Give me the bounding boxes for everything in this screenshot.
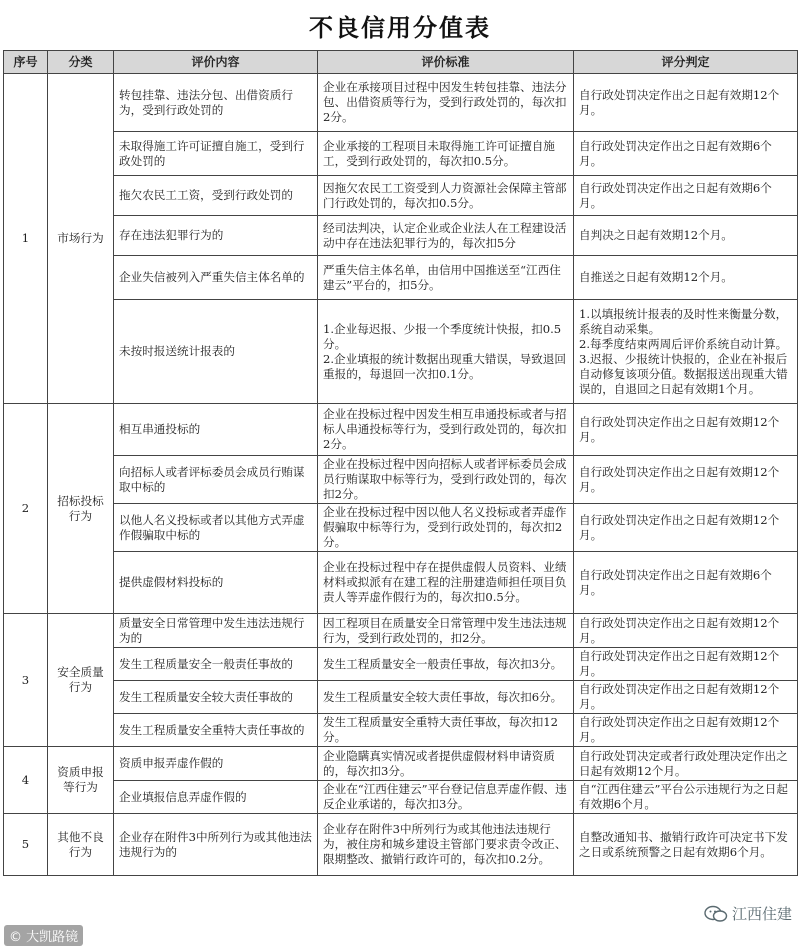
scoring-judgement: 自行政处罚决定作出之日起有效期12个月。 [574, 648, 798, 681]
scoring-judgement: 自“江西住建云”平台公示违规行为之日起有效期6个月。 [574, 781, 798, 814]
evaluation-content: 相互串通投标的 [114, 404, 318, 456]
scoring-judgement: 自行政处罚决定作出之日起有效期12个月。 [574, 74, 798, 132]
scoring-judgement: 自行政处罚决定作出之日起有效期6个月。 [574, 552, 798, 614]
group-number: 2 [4, 404, 48, 614]
table-body [4, 74, 798, 876]
scoring-judgement: 自行政处罚决定作出之日起有效期6个月。 [574, 132, 798, 176]
group-category: 其他不良行为 [48, 814, 114, 876]
evaluation-standard: 发生工程质量安全重特大责任事故，每次扣12分。 [318, 714, 574, 747]
table-row [4, 781, 798, 814]
evaluation-standard: 企业隐瞒真实情况或者提供虚假材料申请资质的，每次扣3分。 [318, 747, 574, 781]
table-row [4, 504, 798, 552]
evaluation-content: 存在违法犯罪行为的 [114, 216, 318, 256]
evaluation-standard: 发生工程质量安全一般责任事故，每次扣3分。 [318, 648, 574, 681]
scoring-judgement: 自行政处罚决定或者行政处理决定作出之日起有效期12个月。 [574, 747, 798, 781]
evaluation-standard: 经司法判决，认定企业或企业法人在工程建设活动中存在违法犯罪行为的，每次扣5分 [318, 216, 574, 256]
table-row [4, 714, 798, 747]
evaluation-content: 发生工程质量安全重特大责任事故的 [114, 714, 318, 747]
evaluation-content: 以他人名义投标或者以其他方式弄虚作假骗取中标的 [114, 504, 318, 552]
table-row [4, 747, 798, 781]
evaluation-content: 拖欠农民工工资，受到行政处罚的 [114, 176, 318, 216]
scoring-judgement: 自行政处罚决定作出之日起有效期6个月。 [574, 176, 798, 216]
watermark-left [4, 925, 83, 946]
watermark-left-text: © 大凯路镜 [9, 930, 79, 945]
table-row [4, 132, 798, 176]
table-row [4, 216, 798, 256]
page-title: 不良信用分值表 [309, 13, 491, 42]
credit-score-table [3, 50, 798, 876]
evaluation-content: 企业存在附件3中所列行为或其他违法违规行为的 [114, 814, 318, 876]
scoring-judgement: 自行政处罚决定作出之日起有效期12个月。 [574, 456, 798, 504]
header-judgement: 评分判定 [574, 51, 798, 74]
scoring-judgement: 自行政处罚决定作出之日起有效期12个月。 [574, 714, 798, 747]
group-number: 5 [4, 814, 48, 876]
scoring-judgement: 自行政处罚决定作出之日起有效期12个月。 [574, 614, 798, 648]
header-standard: 评价标准 [318, 51, 574, 74]
evaluation-standard: 因拖欠农民工工资受到人力资源社会保障主管部门行政处罚的，每次扣0.5分。 [318, 176, 574, 216]
header-content: 评价内容 [114, 51, 318, 74]
scoring-judgement: 1.以填报统计报表的及时性来衡量分数，系统自动采集。 2.每季度结束两周后评价系统自动计算。 3.迟报、少报统计快报的，企业在补报后自动修复该项分值。数据报送出现重大错误的，自退回之日起有效期1个月。 [574, 300, 798, 404]
evaluation-standard: 企业在投标过程中因向招标人或者评标委员会成员行贿谋取中标等行为，受到行政处罚的，每次扣2分。 [318, 456, 574, 504]
table-row [4, 552, 798, 614]
wechat-icon [704, 905, 728, 923]
evaluation-content: 向招标人或者评标委员会成员行贿谋取中标的 [114, 456, 318, 504]
evaluation-standard: 企业承接的工程项目未取得施工许可证擅自施工，受到行政处罚的，每次扣0.5分。 [318, 132, 574, 176]
watermark-right-text: 江西住建 [731, 905, 792, 923]
evaluation-content: 未按时报送统计报表的 [114, 300, 318, 404]
evaluation-content: 转包挂靠、违法分包、出借资质行为，受到行政处罚的 [114, 74, 318, 132]
watermark-right [704, 903, 792, 924]
evaluation-content: 企业填报信息弄虚作假的 [114, 781, 318, 814]
scoring-judgement: 自判决之日起有效期12个月。 [574, 216, 798, 256]
evaluation-standard: 企业在承接项目过程中因发生转包挂靠、违法分包、出借资质等行为，受到行政处罚的，每次扣2分。 [318, 74, 574, 132]
table-row [4, 74, 798, 132]
evaluation-content: 发生工程质量安全较大责任事故的 [114, 681, 318, 714]
group-number: 3 [4, 614, 48, 747]
evaluation-standard: 因工程项目在质量安全日常管理中发生违法违规行为，受到行政处罚的，扣2分。 [318, 614, 574, 648]
evaluation-standard: 严重失信主体名单，由信用中国推送至“江西住建云”平台的，扣5分。 [318, 256, 574, 300]
scoring-judgement: 自行政处罚决定作出之日起有效期12个月。 [574, 504, 798, 552]
group-category: 资质申报等行为 [48, 747, 114, 814]
evaluation-content: 未取得施工许可证擅自施工，受到行政处罚的 [114, 132, 318, 176]
evaluation-standard: 企业在投标过程中存在提供虚假人员资料、业绩材料或拟派有在建工程的注册建造师担任项目负责人等弄虚作假行为的，每次扣0.5分。 [318, 552, 574, 614]
evaluation-content: 质量安全日常管理中发生违法违规行为的 [114, 614, 318, 648]
table-row [4, 814, 798, 876]
table-row [4, 456, 798, 504]
table-row [4, 300, 798, 404]
evaluation-standard: 企业在“江西住建云”平台登记信息弄虚作假、违反企业承诺的，每次扣3分。 [318, 781, 574, 814]
table-row [4, 256, 798, 300]
group-number: 1 [4, 74, 48, 404]
evaluation-standard: 企业在投标过程中因发生相互串通投标或者与招标人串通投标等行为，受到行政处罚的，每次扣2分。 [318, 404, 574, 456]
header-category: 分类 [48, 51, 114, 74]
group-category: 安全质量行为 [48, 614, 114, 747]
group-category: 市场行为 [48, 74, 114, 404]
evaluation-standard: 企业存在附件3中所列行为或其他违法违规行为，被住房和城乡建设主管部门要求责令改正、限期整改、撤销行政许可的，每次扣0.2分。 [318, 814, 574, 876]
table-row [4, 648, 798, 681]
evaluation-standard: 企业在投标过程中因以他人名义投标或者弄虚作假骗取中标等行为，受到行政处罚的，每次扣2分。 [318, 504, 574, 552]
group-number: 4 [4, 747, 48, 814]
table-row [4, 614, 798, 648]
table-row [4, 176, 798, 216]
evaluation-content: 发生工程质量安全一般责任事故的 [114, 648, 318, 681]
evaluation-standard: 发生工程质量安全较大责任事故，每次扣6分。 [318, 681, 574, 714]
scoring-judgement: 自推送之日起有效期12个月。 [574, 256, 798, 300]
scoring-judgement: 自行政处罚决定作出之日起有效期12个月。 [574, 404, 798, 456]
evaluation-content: 资质申报弄虚作假的 [114, 747, 318, 781]
evaluation-standard: 1.企业每迟报、少报一个季度统计快报，扣0.5分。 2.企业填报的统计数据出现重大错误，导致退回重报的，每退回一次扣0.1分。 [318, 300, 574, 404]
evaluation-content: 提供虚假材料投标的 [114, 552, 318, 614]
table-header-row [4, 51, 798, 74]
table-row [4, 404, 798, 456]
scoring-judgement: 自行政处罚决定作出之日起有效期12个月。 [574, 681, 798, 714]
scoring-judgement: 自整改通知书、撤销行政许可决定书下发之日或系统预警之日起有效期6个月。 [574, 814, 798, 876]
header-num: 序号 [4, 51, 48, 74]
group-category: 招标投标行为 [48, 404, 114, 614]
evaluation-content: 企业失信被列入严重失信主体名单的 [114, 256, 318, 300]
table-row [4, 681, 798, 714]
